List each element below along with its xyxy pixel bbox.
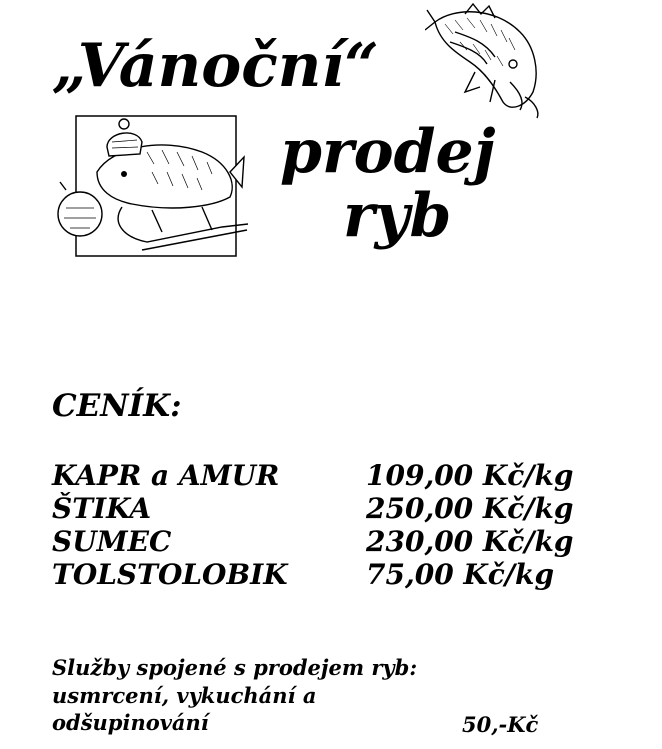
fish-price: 75,00 Kč/kg	[366, 558, 555, 591]
fish-name: ŠTIKA	[52, 492, 152, 525]
services-price: 50,-Kč	[462, 712, 539, 737]
pricelist-heading: CENÍK:	[52, 388, 182, 424]
fish-price: 109,00 Kč/kg	[366, 459, 574, 492]
services-description: usmrcení, vykuchání a	[52, 683, 317, 708]
title-line-2: prodej	[280, 117, 496, 187]
services-heading: Služby spojené s prodejem ryb:	[52, 655, 418, 680]
fish-on-sled-illustration	[52, 112, 250, 264]
price-row	[52, 525, 612, 557]
price-row	[52, 492, 612, 524]
title-line-1: „Vánoční“	[52, 31, 379, 101]
fish-name: TOLSTOLOBIK	[52, 558, 288, 591]
title-line-3: ryb	[343, 181, 452, 251]
services-description-cont: odšupinování	[52, 710, 209, 735]
price-row	[52, 558, 612, 590]
fish-name: SUMEC	[52, 525, 172, 558]
fish-name: KAPR a AMUR	[52, 459, 280, 492]
fish-price: 230,00 Kč/kg	[366, 525, 574, 558]
carp-illustration	[425, 2, 550, 120]
fish-price: 250,00 Kč/kg	[366, 492, 574, 525]
price-row	[52, 459, 612, 491]
